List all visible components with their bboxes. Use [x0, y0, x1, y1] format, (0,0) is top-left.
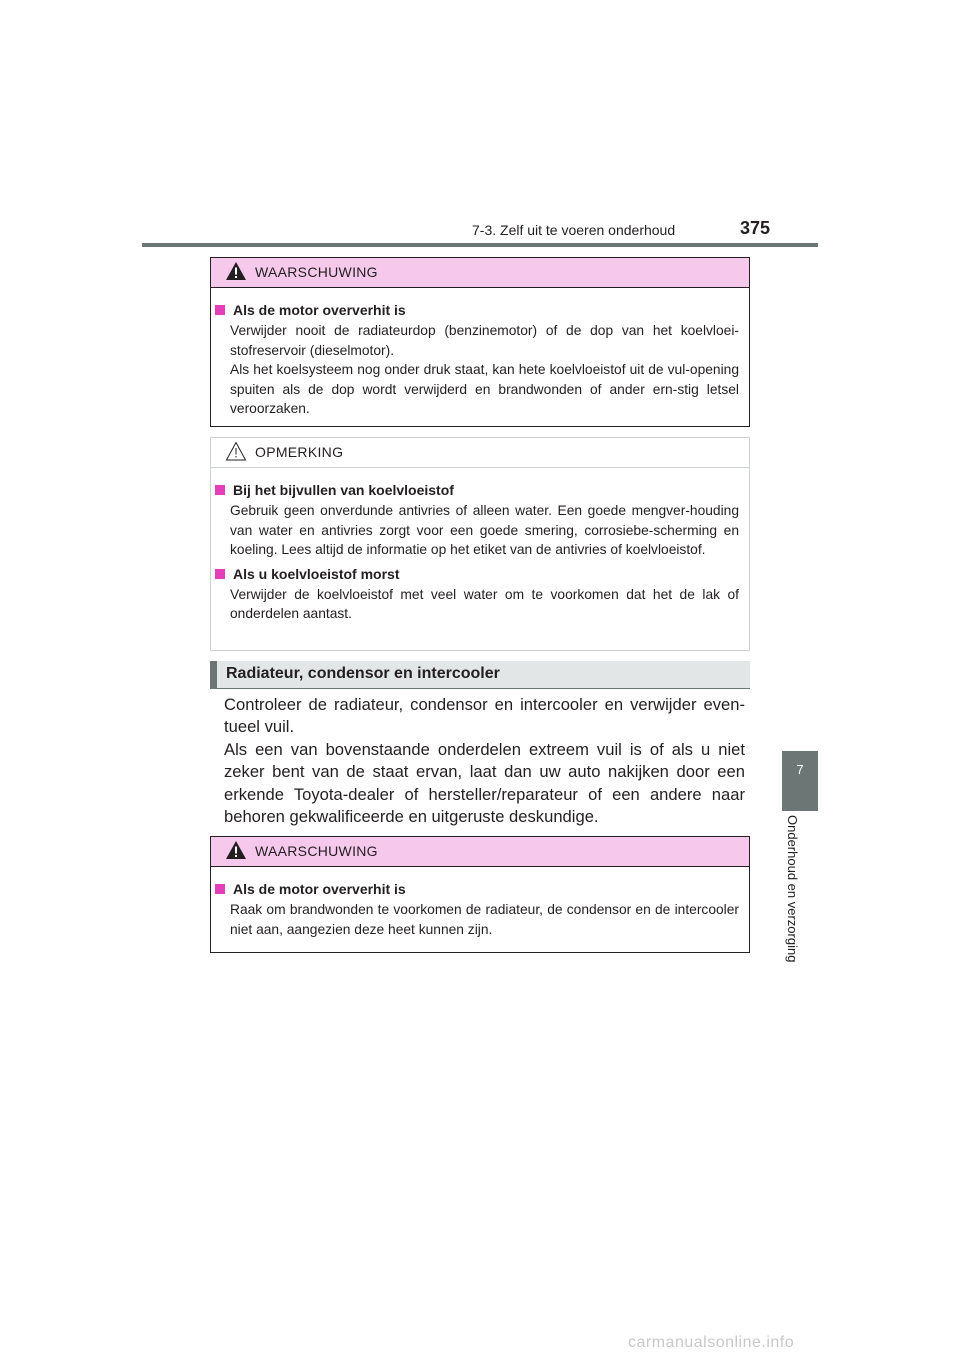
- square-bullet-icon: [215, 569, 225, 579]
- warning-header: [211, 258, 749, 288]
- warning-box: [210, 257, 750, 427]
- section-heading-bar: [210, 661, 750, 689]
- warning-item-body: Verwijder nooit de radiateurdop (benzinemotor) of de dop van het koelvloei-stofreservoir (dieselmotor). Als het koelsysteem nog onder druk staat, kan hete koelvloeistof uit de vul-opening spuiten als de dop wordt verwijderd en brandwonden of ander ern-stig letsel veroorzaken.: [230, 323, 739, 416]
- caution-outline-triangle-icon: [225, 441, 247, 461]
- body-paragraph: Controleer de radiateur, condensor en intercooler en verwijder even-tueel vuil.: [224, 695, 745, 737]
- notice-box: [210, 437, 750, 651]
- section-title: Radiateur, condensor en intercooler: [226, 665, 500, 682]
- square-bullet-icon: [215, 485, 225, 495]
- watermark: carmanualsonline.info: [628, 1334, 795, 1351]
- warning-header: [211, 837, 749, 867]
- body-paragraph: Als een van bovenstaande onderdelen extreem vuil is of als u niet zeker bent van de staat ervan, laat dan uw auto nakijken door een erkende Toyota-dealer of hersteller/reparateur of een andere naar behoren gekwalificeerde en uitgeruste deskundige.: [224, 739, 745, 827]
- header-section-title: 7-3. Zelf uit te voeren onderhoud: [472, 222, 676, 238]
- section-body: [224, 694, 745, 828]
- chapter-tab: [782, 751, 818, 811]
- section-accent: [210, 661, 217, 689]
- header-rule: [142, 243, 818, 247]
- chapter-label: Onderhoud en verzorging: [785, 815, 800, 963]
- notice-item-title: Bij het bijvullen van koelvloeistof: [215, 482, 749, 498]
- notice-item-body: Gebruik geen onverdunde antivries of alleen water. Een goede mengver-houding van water en antivries zorgt voor een goede smering, corrosiebe-scherming en koeling. Lees altijd de informatie op het etiket van de antivries of koelvloeistof.: [230, 503, 739, 557]
- notice-item-body: Verwijder de koelvloeistof met veel water om te voorkomen dat het de lak of onderdelen aantast.: [230, 586, 739, 621]
- warning-label: WAARSCHUWING: [255, 264, 378, 280]
- notice-header: [211, 438, 749, 468]
- square-bullet-icon: [215, 305, 225, 315]
- warning-item-title: Als de motor oververhit is: [215, 881, 749, 897]
- notice-item-title: Als u koelvloeistof morst: [215, 566, 749, 582]
- warning-triangle-icon: [225, 840, 247, 860]
- warning-item-title: Als de motor oververhit is: [215, 302, 749, 318]
- square-bullet-icon: [215, 884, 225, 894]
- warning-triangle-icon: [225, 261, 247, 281]
- warning-box: [210, 836, 750, 953]
- chapter-number: 7: [796, 762, 804, 777]
- page-number: 375: [740, 218, 771, 238]
- notice-label: OPMERKING: [255, 444, 344, 460]
- warning-label: WAARSCHUWING: [255, 843, 378, 859]
- warning-item-body: Raak om brandwonden te voorkomen de radiateur, de condensor en de intercooler niet aan, aangezien deze heet kunnen zijn.: [230, 902, 739, 937]
